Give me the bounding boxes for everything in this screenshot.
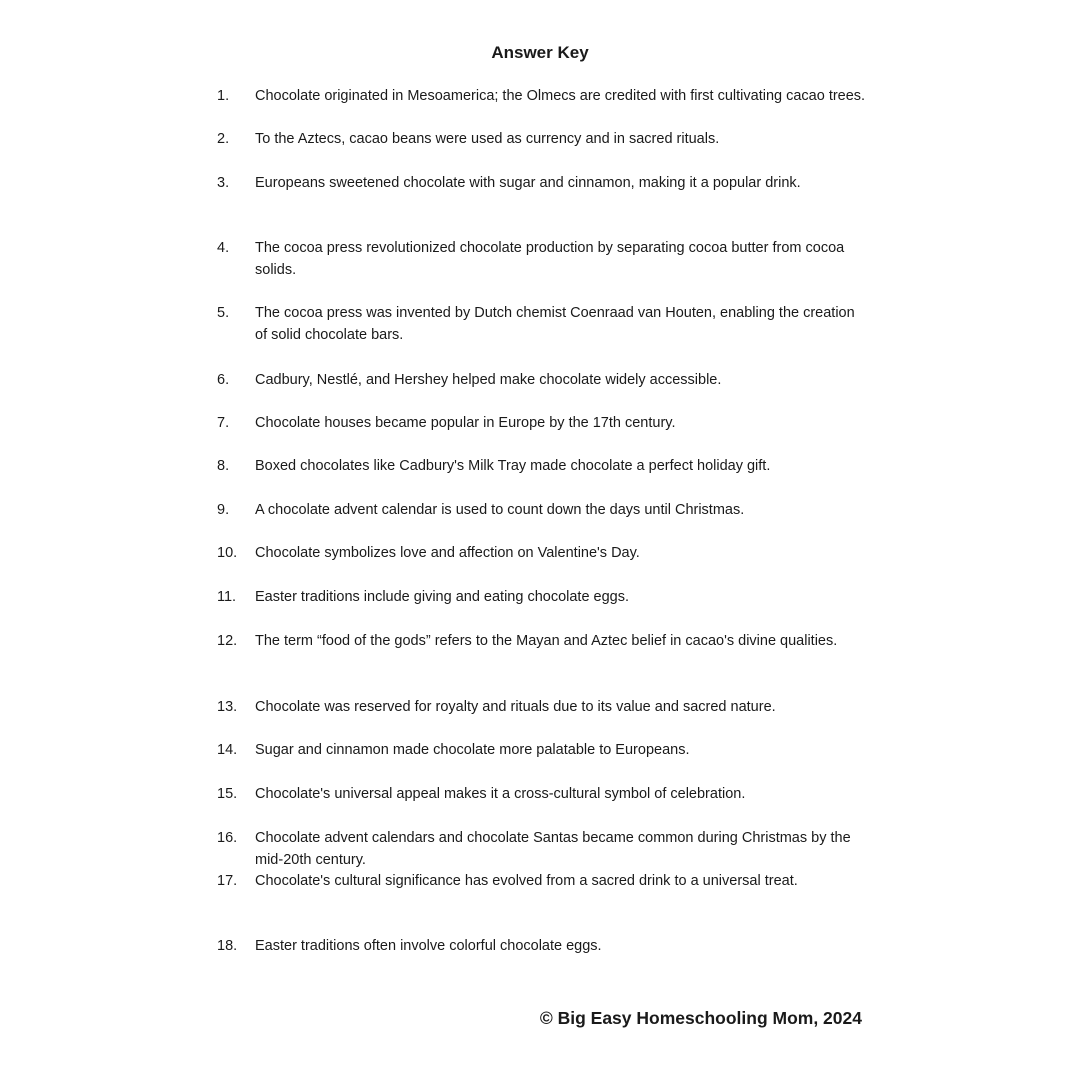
answer-item-2: [217, 128, 867, 150]
item-text: Boxed chocolates like Cadbury's Milk Tray made chocolate a perfect holiday gift.: [255, 458, 771, 474]
item-text: Chocolate's universal appeal makes it a cross-cultural symbol of celebration.: [255, 786, 746, 802]
answer-item-11: [217, 586, 867, 608]
item-text: Sugar and cinnamon made chocolate more palatable to Europeans.: [255, 742, 690, 758]
answer-item-14: [217, 739, 867, 761]
item-text: To the Aztecs, cacao beans were used as currency and in sacred rituals.: [255, 131, 720, 147]
item-number: 14.: [217, 742, 238, 758]
item-number: 10.: [217, 545, 238, 561]
answer-item-17: [217, 870, 867, 892]
answer-item-7: [217, 412, 867, 434]
answer-item-8: [217, 455, 867, 477]
item-number: 13.: [217, 699, 238, 715]
item-number: 18.: [217, 938, 238, 954]
page-title: Answer Key: [491, 43, 589, 62]
answer-item-1: [217, 85, 867, 107]
item-number: 1.: [217, 88, 230, 104]
item-number: 12.: [217, 633, 238, 649]
answer-item-13: [217, 696, 867, 718]
item-number: 2.: [217, 131, 230, 147]
answer-item-9: [217, 499, 867, 521]
item-number: 8.: [217, 458, 230, 474]
answer-item-3: [217, 172, 867, 194]
item-text: Easter traditions include giving and eating chocolate eggs.: [255, 589, 630, 605]
answer-item-5: [217, 302, 867, 346]
item-number: 11.: [217, 589, 237, 605]
item-text: The cocoa press was invented by Dutch chemist Coenraad van Houten, enabling the creation of solid chocolate bars.: [255, 305, 855, 343]
item-text: Chocolate was reserved for royalty and rituals due to its value and sacred nature.: [255, 699, 776, 715]
item-number: 3.: [217, 175, 230, 191]
answer-item-6: [217, 369, 867, 391]
item-number: 9.: [217, 502, 230, 518]
item-text: A chocolate advent calendar is used to count down the days until Christmas.: [255, 502, 745, 518]
answer-item-4: [217, 237, 867, 281]
item-number: 5.: [217, 305, 230, 321]
item-text: Cadbury, Nestlé, and Hershey helped make chocolate widely accessible.: [255, 372, 722, 388]
item-text: Chocolate's cultural significance has evolved from a sacred drink to a universal treat.: [255, 873, 798, 889]
item-text: The cocoa press revolutionized chocolate production by separating cocoa butter from cocoa solids.: [255, 240, 845, 278]
item-number: 15.: [217, 786, 238, 802]
answer-item-18: [217, 935, 867, 957]
item-number: 6.: [217, 372, 230, 388]
item-number: 17.: [217, 873, 238, 889]
item-text: Chocolate advent calendars and chocolate Santas became common during Christmas by the mid-20th century.: [255, 830, 851, 868]
item-number: 7.: [217, 415, 230, 431]
answer-item-12: [217, 630, 867, 652]
item-text: Easter traditions often involve colorful chocolate eggs.: [255, 938, 602, 954]
item-text: Chocolate houses became popular in Europe by the 17th century.: [255, 415, 676, 431]
answer-item-16: [217, 827, 867, 871]
answer-item-15: [217, 783, 867, 805]
item-number: 4.: [217, 240, 230, 256]
item-text: Chocolate originated in Mesoamerica; the Olmecs are credited with first cultivating cacao trees.: [255, 88, 866, 104]
item-text: Chocolate symbolizes love and affection on Valentine's Day.: [255, 545, 640, 561]
item-number: 16.: [217, 830, 238, 846]
item-text: Europeans sweetened chocolate with sugar and cinnamon, making it a popular drink.: [255, 175, 801, 191]
copyright-footer: © Big Easy Homeschooling Mom, 2024: [539, 1008, 862, 1028]
answer-item-10: [217, 542, 867, 564]
item-text: The term “food of the gods” refers to the Mayan and Aztec belief in cacao's divine qualities.: [255, 633, 838, 649]
